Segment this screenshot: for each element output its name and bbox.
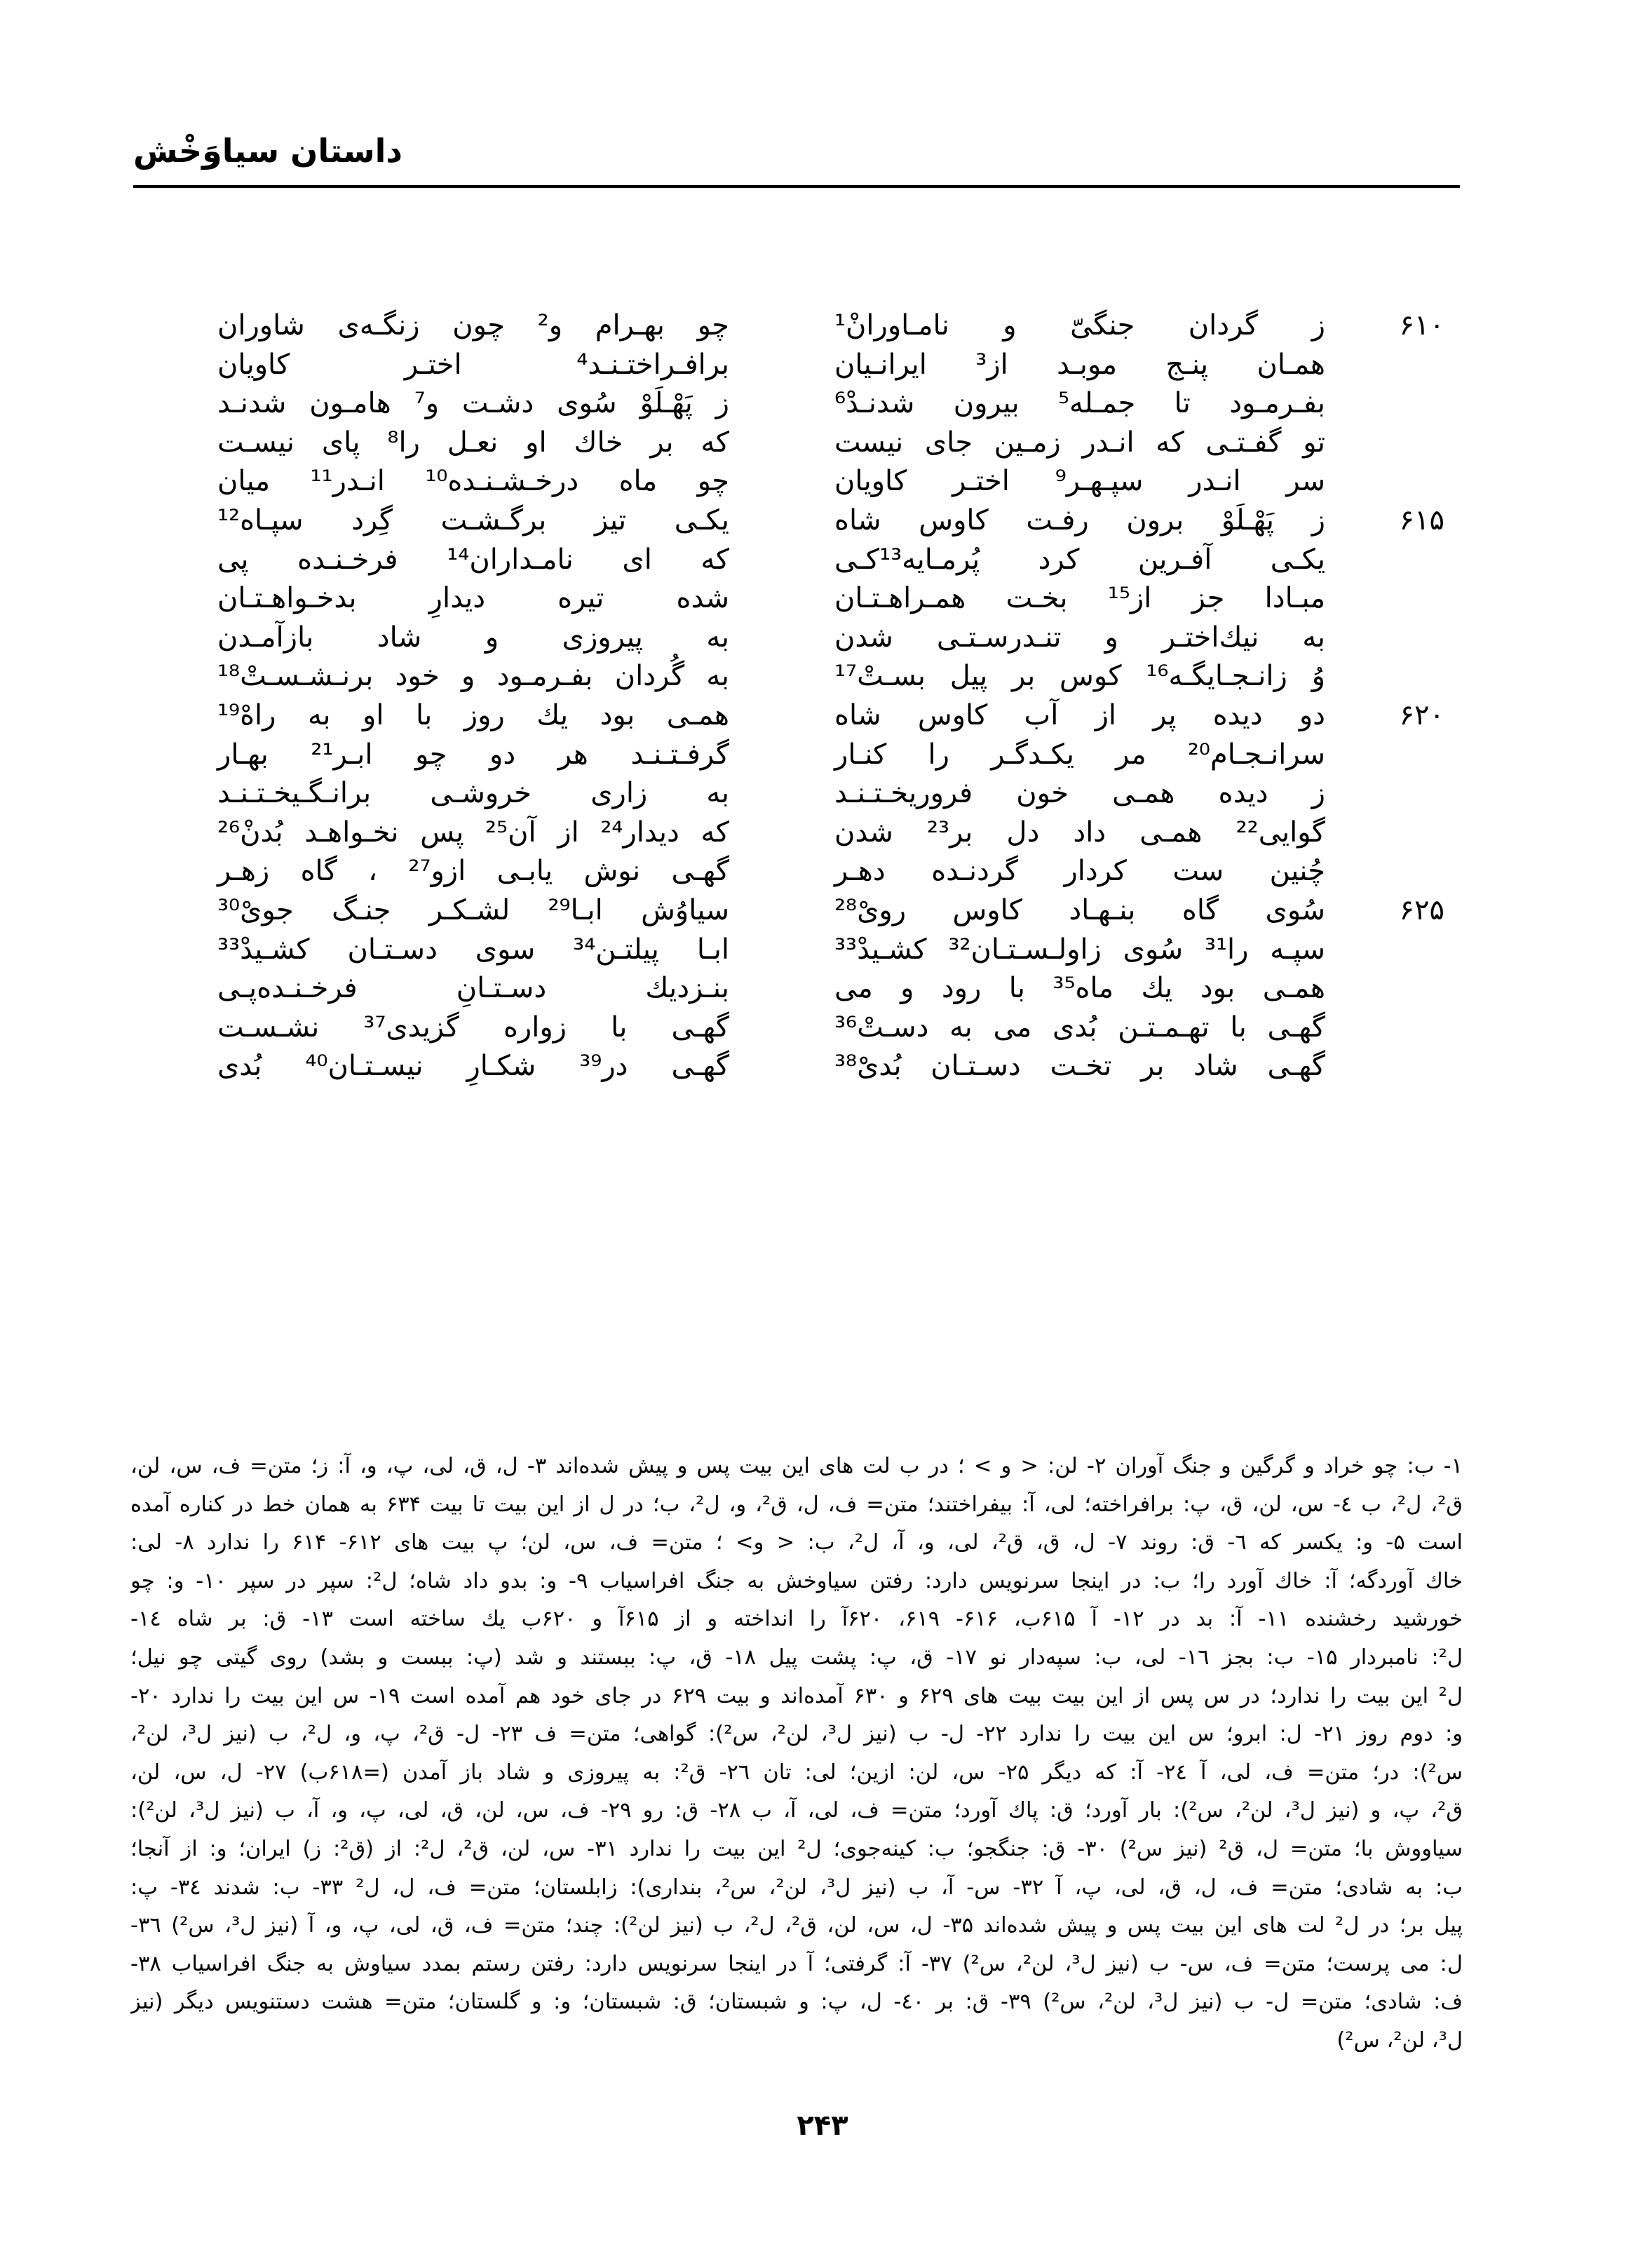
verse-number: ۶۲۵ bbox=[1399, 893, 1444, 926]
second-hemistich: سیاوُش ابـا²⁹ لشـکـر جنـگ جویْ³⁰ bbox=[217, 893, 729, 926]
first-hemistich: به نیك‌اختـر و تنـدرسـتـی شدن bbox=[834, 621, 1325, 654]
verse-line bbox=[210, 385, 1444, 424]
first-hemistich: مبـادا جز از¹⁵ بخـت همـراهـتـان bbox=[834, 582, 1325, 615]
footnote-line: ف: شادی؛ متن= ل- ب (نیز ل³، لن²، س²) ۳۹- ق: بر ٤۰- ل، پ: و شبستان؛ ق: شبستان؛ و: و گلستان؛ متن= هشت دستنویس دیگر (نیز bbox=[130, 1990, 1463, 2015]
verse-line bbox=[210, 1009, 1444, 1048]
second-hemistich: گهـی نوش یابـی ازو²⁷ ، گاه زهـر bbox=[217, 855, 729, 888]
verse-line bbox=[210, 853, 1444, 892]
footnote-apparatus bbox=[130, 1447, 1463, 2060]
verse-line bbox=[210, 541, 1444, 581]
second-hemistich: همـی بود یك روز با او به راهْ¹⁹ bbox=[217, 698, 729, 731]
footnote-line: ل³، لن²، س²) bbox=[1336, 2027, 1463, 2053]
verse-line bbox=[210, 463, 1444, 502]
first-hemistich: گهـی شاد بر تخـت دسـتـان بُدیْ³⁸ bbox=[834, 1050, 1325, 1083]
second-hemistich: که بر خاك او نعـل را⁸ پای نیسـت bbox=[217, 426, 729, 459]
first-hemistich: سُوی گاه بنـهـاد کاوس رویْ²⁸ bbox=[834, 893, 1325, 926]
footnote-line: ل²: نامبردار ۱۵- ب: بجز ١٦- لی، ب: سپه‌دار نو ۱۷- ق، پ: پشت پیل ۱۸- ق، پ: ببستند و شد (پ: ببست و بشد) روی گیتی چو نیل؛ bbox=[130, 1645, 1463, 1670]
footnote-line: س²): در؛ متن= ف، لی، آ ۲٤- آ: که دیگر ۲۵- س، لن: ازین؛ لی: تان ۲٦- ق²: به پیروزی و شاد باز آمدن (=۶۱۸ب) ۲۷- ل، س، لن، bbox=[130, 1760, 1463, 1785]
second-hemistich: گرفـتـنـد هر دو چو ابـر²¹ بهـار bbox=[217, 738, 729, 771]
first-hemistich: وُ زانـجـایگـه¹⁶ کوس بر پیل بسـتْ¹⁷ bbox=[834, 660, 1325, 693]
footnote-line: سیاووش با؛ متن= ل، ق² (نیز س²) ۳۰- ق: جنگجو؛ ب: کینه‌جوی؛ ل² این بیت را ندارد ۳۱- س، لن، ق²، ل²: از (ق²: ز) ایران؛ و: از آنجا؛ bbox=[130, 1836, 1463, 1861]
verse-line bbox=[210, 970, 1444, 1009]
first-hemistich: سرانـجـام²⁰ مر یکـدگـر را کنـار bbox=[834, 738, 1325, 771]
second-hemistich: چو ماه درخـشـنـده¹⁰ انـدر¹¹ میان bbox=[217, 465, 729, 498]
verse-line bbox=[210, 736, 1444, 776]
second-hemistich: گهـی در³⁹ شکـارِ نیسـتـان⁴⁰ بُدی bbox=[217, 1050, 729, 1083]
footnote-line: است ۵- و: یکسر که ٦- ق: روند ۷- ل، ق، ق²، لی، و، آ، ل²، ب: < و> ؛ متن= ف، س، لن؛ پ بیت های ۶۱۲- ۶۱۴ را ندارد ۸- لی: bbox=[130, 1530, 1463, 1555]
verse-line bbox=[210, 892, 1444, 931]
first-hemistich: ز گردان جنگیّ و نامـاورانْ¹ bbox=[834, 309, 1325, 342]
second-hemistich: ابـا پیلتـن³⁴ سوی دسـتـان کشـیدْ³³ bbox=[217, 933, 729, 966]
page-number: ۲۴۳ bbox=[797, 2110, 848, 2142]
header-rule bbox=[133, 185, 1460, 188]
first-hemistich: همـان پنـج موبـد از³ ایرانـیان bbox=[834, 348, 1325, 381]
second-hemistich: شده تیره دیدارِ بدخـواهـتـان bbox=[217, 582, 729, 615]
first-hemistich: سر انـدر سپـهـر⁹ اختـر کاویان bbox=[834, 465, 1325, 498]
first-hemistich: تو گفـتـی که انـدر زمـین جای نیست bbox=[834, 426, 1325, 459]
footnote-line: ق²، ل²، ب ٤- س، لن، ق، پ: برافراخته؛ لی، آ: بیفراختند؛ متن= ف، ل، ق²، و، ل²، ب؛ در ل از این بیت تا بیت ۶۳۴ به همان خط در کناره آمده bbox=[130, 1492, 1463, 1517]
verse-line bbox=[210, 424, 1444, 464]
footnote-line: ل² این بیت را ندارد؛ در س پس از این بیت بیت های ۶۲۹ و ۶۳۰ آمده‌اند و بیت ۶۲۹ در جای خود هم آمده است ۱۹- س این بیت را ندارد ۲۰- bbox=[130, 1683, 1463, 1708]
first-hemistich: بفـرمـود تا جمـله⁵ بیرون شدنـدْ⁶ bbox=[834, 387, 1325, 420]
second-hemistich: به گُردان بفـرمـود و خود برنـشـسـتْ¹⁸ bbox=[217, 660, 729, 693]
second-hemistich: به زاری خروشـی برانـگـیخـتـنـد bbox=[217, 777, 729, 810]
verse-line bbox=[210, 931, 1444, 971]
verse-line bbox=[210, 775, 1444, 814]
footnote-line: ۱- ب: چو خراد و گرگین و جنگ آوران ۲- لن: < و > ؛ در ب لت های این بیت پس و پیش شده‌اند ۳- ل، ق، لی، پ، و، آ: ز؛ متن= ف، س، لن، bbox=[130, 1454, 1463, 1478]
second-hemistich: که دیدار²⁴ از آن²⁵ پس نخـواهـد بُدنْ²⁶ bbox=[217, 816, 729, 849]
verse-line bbox=[210, 580, 1444, 619]
first-hemistich: دو دیده پر از آب کاوس شاه bbox=[834, 698, 1325, 731]
second-hemistich: گهـی با زواره گزیدی³⁷ نشـسـت bbox=[217, 1011, 729, 1044]
footnote-line: پیل بر؛ در ل² لت های این بیت پس و پیش شده‌اند ۳۵- ل، س، لن، ق²، ل²، ب (نیز لن²): چند؛ متن= ف، ق، لی، پ، و، آ (نیز ل³، س²) ۳٦- bbox=[130, 1913, 1463, 1938]
verse-line bbox=[210, 814, 1444, 853]
second-hemistich: که ای نامـداران¹⁴ فرخـنـده پی bbox=[217, 543, 730, 576]
first-hemistich: گهـی با تهـمـتـن بُدی می به دسـتْ³⁶ bbox=[834, 1011, 1325, 1044]
first-hemistich: ز پَهْـلَوْ برون رفـت کاوس شاه bbox=[834, 504, 1325, 536]
verse-block bbox=[210, 307, 1444, 1087]
verse-number: ۶۱۵ bbox=[1399, 504, 1444, 536]
verse-line bbox=[210, 697, 1444, 736]
verse-line bbox=[210, 502, 1444, 541]
first-hemistich: چُنین ست کردار گردنـده دهـر bbox=[834, 855, 1325, 888]
first-hemistich: همـی بود یك ماه³⁵ با رود و می bbox=[834, 972, 1325, 1005]
footnote-line: ق²، پ، و (نیز ل³، لن²، س²): بار آورد؛ ق: پاك آورد؛ متن= ف، لی، آ، ب ۲۸- ق: رو ۲۹- ف، س، لن، ق، لی، پ، و، آ، ب (نیز ل³، لن²): bbox=[130, 1798, 1463, 1823]
second-hemistich: برافـراختـنـد⁴ اختـر کاویان bbox=[217, 348, 729, 381]
first-hemistich: ز دیده همـی خون فروریخـتـنـد bbox=[834, 777, 1325, 810]
verse-line bbox=[210, 1048, 1444, 1087]
footnote-line: ل: می پرست؛ متن= ف، س- ب (نیز ل³، لن²، س²) ۳۷- آ: گرفتی؛ آ در اینجا سرنویس دارد: رفتن رستم بمدد سیاوش به جنگ افراسیاب ۳۸- bbox=[130, 1951, 1463, 1976]
verse-line bbox=[210, 307, 1444, 346]
first-hemistich: گوایی²² همـی داد دل بر²³ شدن bbox=[834, 816, 1325, 849]
footnote-line: خورشید رخشنده ۱۱- آ: بد در ۱۲- آ ۶۱۵ب، ۶۱۶- ۶۱۹، ۶۲۰آ را انداخته و از ۶۱۵آ و ۶۲۰ب یك ساخته است ۱۳- ق: بر شاه ١٤- bbox=[130, 1607, 1463, 1632]
second-hemistich: به پیروزی و شاد بازآمـدن bbox=[217, 621, 729, 654]
first-hemistich: یکـی آفـرین کرد پُرمـایه¹³کـی bbox=[834, 543, 1325, 576]
footnote-line: و: دوم روز ۲۱- ل: ابرو؛ س این بیت را ندارد ۲۲- ل- ب (نیز ل³، لن²، س²): گواهی؛ متن= ف ۲۳- ل- ق²، پ، و، ل²، ب (نیز ل³، لن²، bbox=[130, 1722, 1463, 1747]
running-title: داستان سیاوَخْش bbox=[133, 132, 402, 170]
second-hemistich: چو بهـرام و² چون زنگـه‌ی شاوران bbox=[217, 309, 730, 342]
verse-number: ۶۱۰ bbox=[1399, 309, 1444, 342]
verse-line bbox=[210, 619, 1444, 659]
footnote-line: خاك آوردگه؛ آ: خاك آورد را؛ ب: در اینجا سرنویس دارد: رفتن سیاوخش به جنگ افراسیاب ۹- و: بدو داد شاه؛ ل²: سپر در سپر ۱۰- و: چو bbox=[130, 1568, 1463, 1593]
second-hemistich: بنـزدیك دسـتـانِ فرخـنـده‌پـی bbox=[217, 972, 729, 1005]
verse-line bbox=[210, 346, 1444, 386]
second-hemistich: ز پَهْـلَوْ سُوی دشـت و⁷ هامـون شدنـد bbox=[217, 387, 729, 420]
first-hemistich: سپـه را³¹ سُوی زاولـسـتـان³² کشـیدْ³³ bbox=[834, 933, 1325, 966]
verse-number: ۶۲۰ bbox=[1399, 698, 1444, 731]
second-hemistich: یکـی تیز برگـشـت گِرد سپـاه¹² bbox=[217, 504, 729, 536]
verse-line bbox=[210, 658, 1444, 697]
footnote-line: ب: به شادی؛ متن= ف، ل، ق، لی، پ، آ ۳۲- س- آ، ب (نیز ل³، لن²، س²، بنداری): زابلستان؛ متن= ف، ل، ل² ۳۳- ب: شدند ۳٤- پ: bbox=[130, 1875, 1463, 1900]
